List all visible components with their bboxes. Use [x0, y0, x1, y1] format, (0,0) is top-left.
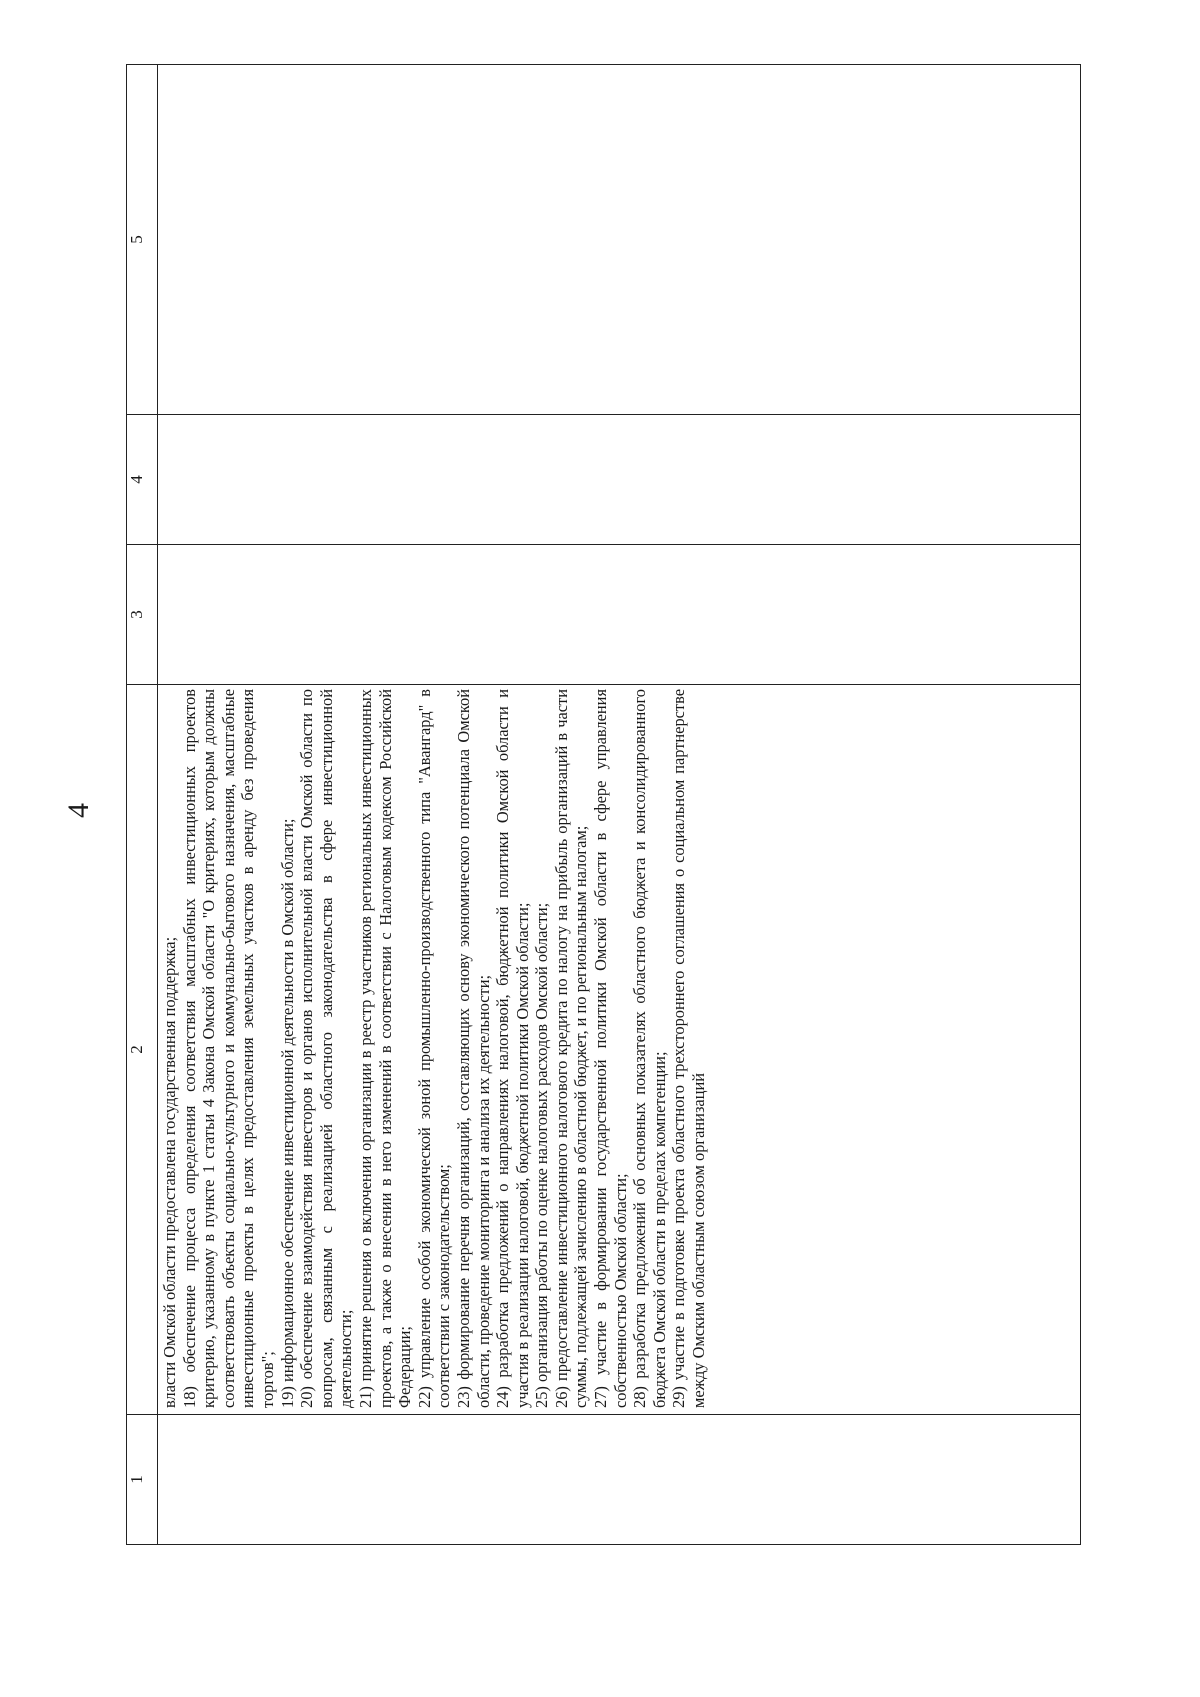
document-table — [126, 64, 1081, 1545]
paragraph: власти Омской области предоставлена государственная поддержка; — [160, 936, 179, 1408]
list-item: 28) разработка предложений об основных показателях областного бюджета и консолидированного бюджета Омской области в пределах компетенции; — [630, 689, 669, 1408]
rotated-table-container — [126, 65, 1081, 1545]
list-item: 19) информационное обеспечение инвестиционной деятельности в Омской области; — [277, 818, 297, 1408]
column-header-1: 1 — [127, 1415, 158, 1545]
list-item: 29) участие в подготовке проекта областного трехстороннего соглашения о социальном партнерстве между Омским областным союзом организаций — [669, 689, 709, 1408]
table-row — [158, 65, 1081, 1545]
cell-col-3 — [158, 545, 1081, 685]
cell-text — [158, 685, 709, 1414]
list-item: 20) обеспечение взаимодействия инвесторов и органов исполнительной власти Омской области по вопросам, связанным с реализацией областного законодательства в сфере инвестиционной деятельности; — [297, 689, 356, 1408]
column-header-2: 2 — [127, 685, 158, 1415]
list-item: 27) участие в формировании государственной политики Омской области в сфере управления собственностью Омской области; — [591, 689, 630, 1408]
list-item: 22) управление особой экономической зоной промышленно-производственного типа "Авангард" в соответствии с законодательством; — [414, 689, 454, 1408]
column-header-3: 3 — [127, 545, 158, 685]
list-item: 24) разработка предложений о направлениях налоговой, бюджетной политики Омской области и участия в реализации налоговой, бюджетной политики Омской области; — [493, 689, 532, 1408]
cell-col-5 — [158, 65, 1081, 415]
page-number: 4 — [62, 803, 95, 818]
list-item: 23) формирование перечня организаций, составляющих основу экономического потенциала Омской области, проведение мониторинга и анализа их деятельности; — [453, 689, 493, 1408]
list-item: 18) обеспечение процесса определения соответствия масштабных инвестиционных проектов критерию, указанному в пункте 1 статьи 4 Закона Омской области "О критериях, которым должны соответствовать объекты социально-культурного и коммунально-бытового назначения, масштабные инвестиционные проекты в целях предоставления земельных участков в аренду без проведения торгов"; — [179, 689, 277, 1408]
column-header-5: 5 — [127, 65, 158, 415]
cell-col-4 — [158, 415, 1081, 545]
cell-col-1 — [158, 1415, 1081, 1545]
column-header-4: 4 — [127, 415, 158, 545]
cell-col-2 — [158, 685, 1081, 1415]
list-item: 21) принятие решения о включении организации в реестр участников региональных инвестиционных проектов, а также о внесении в него изменений в соответствии с Налоговым кодексом Российской Федерации; — [355, 689, 415, 1408]
table-header-row — [127, 65, 158, 1545]
list-item: 25) организация работы по оценке налоговых расходов Омской области; — [532, 902, 552, 1408]
list-item: 26) предоставление инвестиционного налогового кредита по налогу на прибыль организаций в части суммы, подлежащей зачислению в областной бюджет, и по региональным налогам; — [551, 689, 591, 1408]
